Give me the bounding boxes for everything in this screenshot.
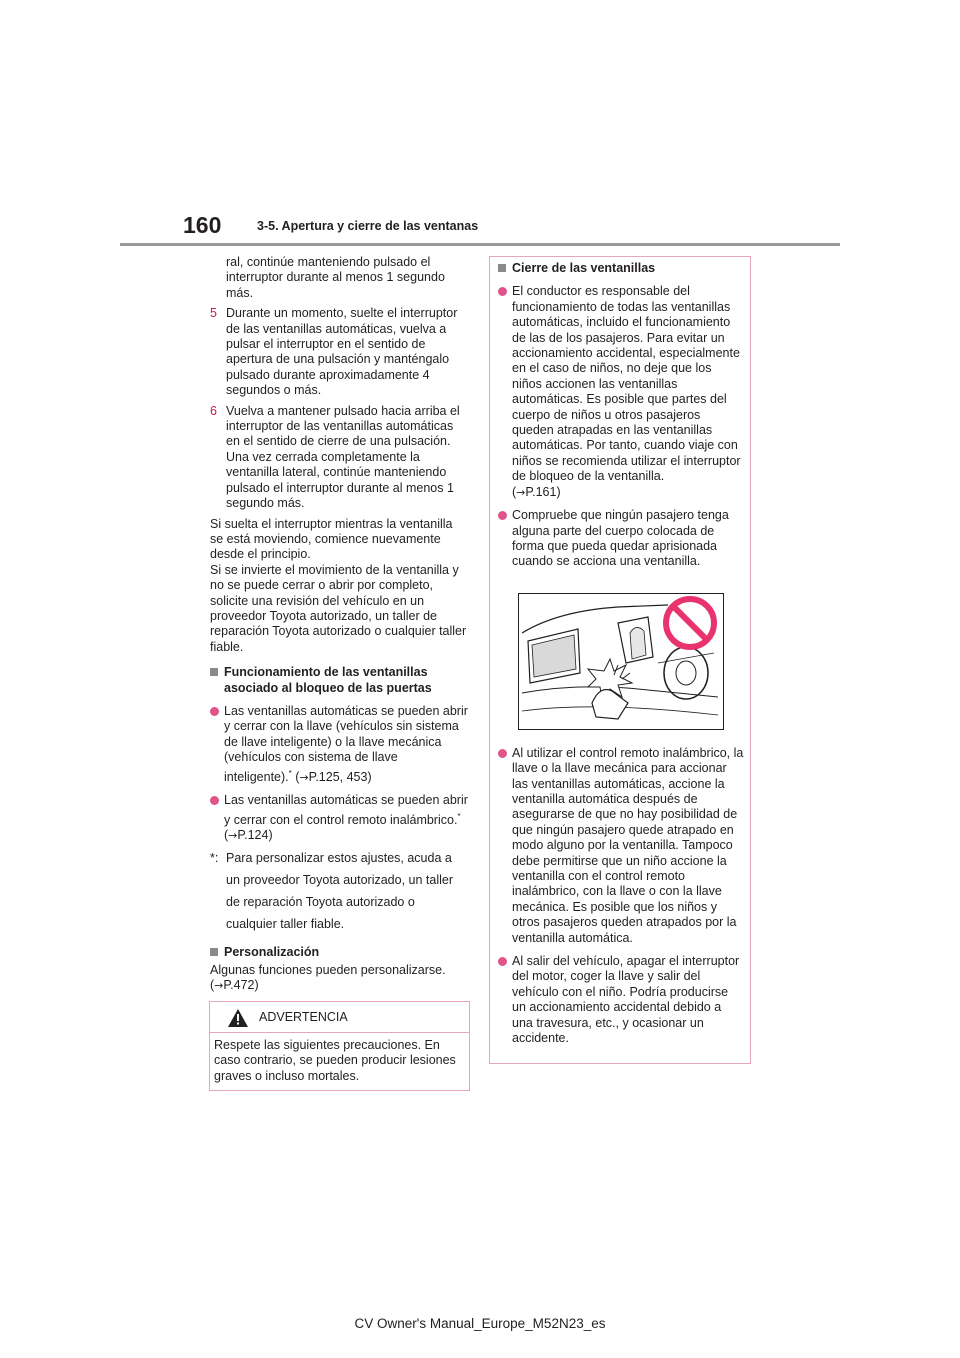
footnote-mark: *:: [210, 850, 219, 865]
bullet-dot-icon: [498, 511, 507, 520]
section-title: 3-5. Apertura y cierre de las ventanas: [257, 219, 479, 233]
bullet-item: El conductor es responsable del funcionamiento de todas las ventanillas automáticas, incluido el funcionamiento de las de los pasajeros. Para evitar un accionamiento accidental, especialmente en el caso de niños, no deje que los niños accionen las ventanillas automáticas. Es posible que partes del cuerpo de niños u otros pasajeros queden atrapadas en las ventanillas automáticas. Por tanto, cuando viaje con niños se recomienda utilizar el interruptor de bloqueo de la ventanilla. (→P.161): [498, 284, 744, 500]
square-bullet-icon: [210, 668, 218, 676]
bullet-dot-icon: [498, 957, 507, 966]
sub-heading-text: Funcionamiento de las ventanillas asociado al bloqueo de las puertas: [224, 665, 432, 695]
bullet-text: Compruebe que ningún pasajero tenga alguna parte del cuerpo colocada de forma que pueda quedar aprisionada cuando se acciona una ventanilla.: [512, 508, 729, 569]
step-text: Durante un momento, suelte el interruptor de las ventanillas automáticas, vuelva a pulsar el interruptor en el sentido de apertura de una pulsación y manténgalo pulsado durante aproximadamente 4 segundos o más.: [226, 306, 458, 398]
square-bullet-icon: [210, 948, 218, 956]
paragraph: Si se invierte el movimiento de la ventanilla y no se puede cerrar o abrir por completo, solicite una revisión del vehículo en un proveedor Toyota autorizado, un taller de reparación Toyota autorizado o cualquier taller fiable.: [210, 562, 467, 654]
footnote: [210, 847, 468, 935]
warning-box: [209, 1001, 470, 1091]
page-number: 160: [183, 212, 222, 238]
step-number: 5: [210, 306, 217, 321]
reference-arrow: →: [228, 829, 238, 843]
window-pinch-illustration: [518, 593, 724, 730]
step-text: Vuelva a mantener pulsado hacia arriba el interruptor de las ventanillas automáticas en el sentido de cierre de una pulsación. Una vez cerrada completamente la ventanilla lateral, continúe manteniendo pulsado el interruptor durante al menos 1 segundo más.: [226, 403, 460, 511]
reference-arrow: →: [516, 485, 526, 499]
bullet-dot-icon: [498, 287, 507, 296]
bullet-text: Al salir del vehículo, apagar el interruptor del motor, coger la llave y salir del vehículo con el niño. Podría producirse un accionamiento accidental debido a una travesura, etc., y ocasionar un accidente.: [512, 954, 740, 1046]
paragraph: Si suelta el interruptor mientras la ventanilla se está moviendo, comience nuevamente desde el principio.: [210, 516, 453, 562]
sub-heading-text: Cierre de las ventanillas: [512, 261, 656, 275]
footnote-star: *: [288, 768, 292, 778]
warning-text: Respete las siguientes precauciones. En caso contrario, se pueden producir lesiones graves o incluso mortales.: [214, 1038, 456, 1083]
bullet-item: [498, 746, 744, 946]
bullet-dot-icon: [210, 796, 219, 805]
bullet-text: El conductor es responsable del funcionamiento de todas las ventanillas automáticas, incluido el funcionamiento de las de los pasajeros. Para evitar un accionamiento accidental, especialmente en el caso de niños, no deje que los niños accionen las ventanillas automáticas. Es posible que partes del cuerpo de niños u otros pasajeros queden atrapadas en las ventanillas automáticas. Por tanto, cuando viaje con niños se recomienda utilizar el interruptor de bloqueo de la ventanilla.: [512, 284, 741, 484]
step-number: 6: [210, 403, 217, 418]
step-5: [210, 306, 468, 398]
sub-heading: [498, 261, 744, 276]
bullet-text: Las ventanillas automáticas se pueden abrir y cerrar con el control remoto inalámbrico.: [224, 793, 468, 827]
footnote-text: Para personalizar estos ajustes, acuda a un proveedor Toyota autorizado, un taller de reparación Toyota autorizado o cualquier taller fiable.: [226, 850, 454, 931]
paragraph-text: Algunas funciones pueden personalizarse.: [210, 962, 446, 977]
sub-heading-text: Personalización: [224, 944, 320, 959]
continued-text: ral, continúe manteniendo pulsado el interruptor durante al menos 1 segundo más.: [226, 255, 445, 300]
square-bullet-icon: [498, 264, 506, 272]
reference-arrow: →: [214, 979, 224, 993]
bullet-item: Las ventanillas automáticas se pueden abrir y cerrar con la llave (vehículos sin sistema de llave inteligente) o la llave mecánica (vehículos con sistema de llave inteligente).* (→P.125, 453): [210, 704, 468, 785]
bullet-dot-icon: [498, 749, 507, 758]
bullet-item: [498, 508, 744, 570]
bullet-item: Las ventanillas automáticas se pueden abrir y cerrar con el control remoto inalámbrico.* (→P.124): [210, 793, 468, 843]
step-6: [210, 404, 468, 512]
bullet-text: Al utilizar el control remoto inalámbrico, la llave o la llave mecánica para accionar las ventanillas automáticas, accione la ventanilla automática después de asegurarse de que no hay posibilidad de que ningún pasajero quede atrapado en modo alguno por la ventanilla. Tampoco debe permitirse que un niño accione la ventanilla con el control remoto inalámbrico, con la llave o con la llave mecánica. Es posible que los niños y otros pasajeros queden atrapados por la ventanilla automática.: [512, 745, 744, 945]
header-rule: [120, 243, 840, 246]
footnote-star: *: [457, 811, 461, 821]
bullet-item: [498, 954, 744, 1046]
page-reference[interactable]: P.124): [237, 828, 273, 843]
bullet-text: Las ventanillas automáticas se pueden abrir y cerrar con la llave (vehículos sin sistema de llave inteligente) o la llave mecánica (vehículos con sistema de llave inteligente).: [224, 703, 468, 784]
paragraph: Algunas funciones pueden personalizarse. (→P.472): [210, 962, 446, 993]
warning-header: [210, 1002, 469, 1033]
caution-box: [489, 256, 751, 1064]
warning-triangle-icon: [227, 1008, 249, 1028]
reference-arrow: →: [299, 770, 309, 784]
warning-title: ADVERTENCIA: [259, 1010, 348, 1024]
sub-heading: [210, 665, 468, 696]
page-reference[interactable]: P.161): [525, 484, 561, 499]
left-column: [210, 255, 468, 994]
bullet-dot-icon: [210, 707, 219, 716]
page-reference[interactable]: P.125, 453): [308, 769, 372, 784]
sub-heading: [210, 945, 468, 960]
page-reference[interactable]: P.472): [223, 978, 259, 993]
footer-text: CV Owner's Manual_Europe_M52N23_es: [354, 1316, 606, 1331]
